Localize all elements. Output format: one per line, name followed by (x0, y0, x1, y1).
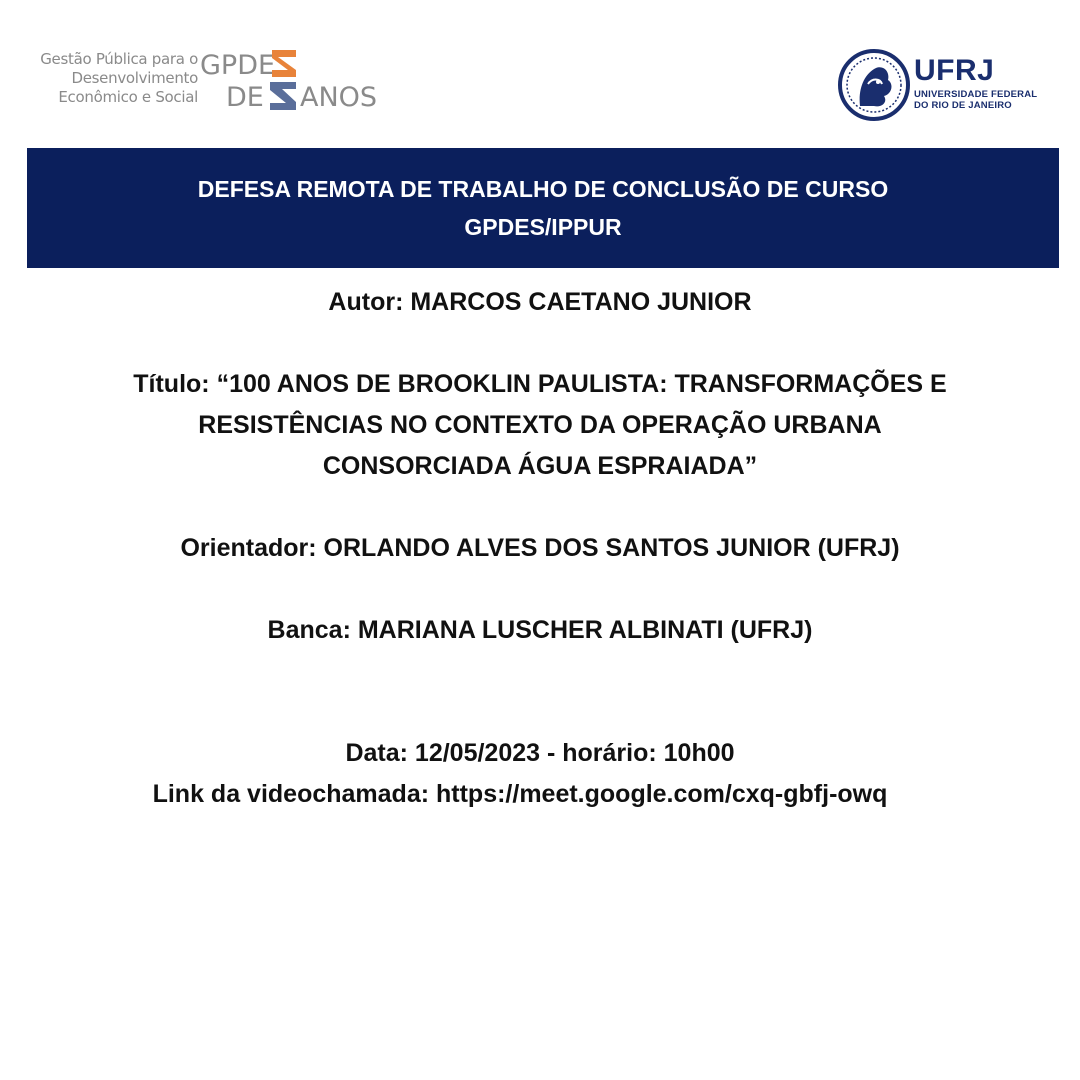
date-line: Data: 12/05/2023 - horário: 10h00 (345, 739, 735, 767)
thesis-title-line: CONSORCIADA ÁGUA ESPRAIADA” (322, 452, 758, 480)
gpdes-tagline-line: Desenvolvimento (71, 69, 198, 87)
ufrj-full-name (914, 89, 1037, 111)
author-line: Autor: MARCOS CAETANO JUNIOR (328, 288, 752, 316)
thesis-title (40, 364, 1040, 487)
gpdes-wordmark-anos: ANOS (300, 82, 378, 113)
ufrj-acronym: UFRJ (914, 54, 995, 87)
header-banner (27, 148, 1059, 268)
banner-title: DEFESA REMOTA DE TRABALHO DE CONCLUSÃO DE CURSO (197, 176, 889, 202)
thesis-title-line: RESISTÊNCIAS NO CONTEXTO DA OPERAÇÃO URBANA (198, 411, 882, 439)
gpdes-wordmark-line2: DE (226, 82, 264, 113)
advisor-line: Orientador: ORLANDO ALVES DOS SANTOS JUNIOR (UFRJ) (180, 534, 900, 562)
gpdes-logo (40, 44, 378, 116)
gpdes-tagline-line: Gestão Pública para o (40, 50, 198, 68)
committee-line: Banca: MARIANA LUSCHER ALBINATI (UFRJ) (267, 616, 813, 644)
gpdes-wordmark (198, 44, 378, 116)
ufrj-name-line: DO RIO DE JANEIRO (914, 100, 1012, 111)
gpdes-wordmark-line1: GPDE (200, 50, 276, 81)
gpdes-tagline-line: Econômico e Social (58, 88, 198, 106)
banner-subtitle: GPDES/IPPUR (464, 214, 622, 240)
ufrj-name-line: UNIVERSIDADE FEDERAL (914, 89, 1038, 100)
video-call-link[interactable]: Link da videochamada: https://meet.google.com/cxq-gbfj-owq (152, 780, 888, 808)
gpdes-tagline (40, 50, 198, 107)
ufrj-logo (838, 44, 1050, 126)
ufrj-seal-icon (838, 44, 910, 126)
thesis-title-line: Título: “100 ANOS DE BROOKLIN PAULISTA: TRANSFORMAÇÕES E (133, 370, 947, 398)
